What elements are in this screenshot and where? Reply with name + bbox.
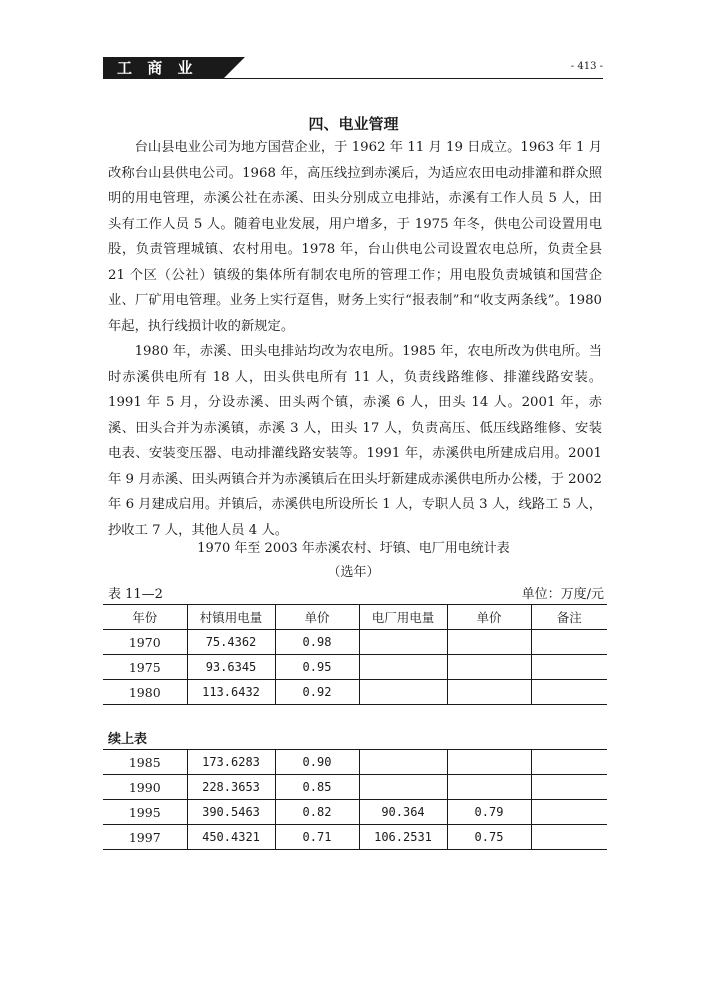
table-header-row xyxy=(103,605,607,630)
paragraph: 1980 年，赤溪、田头电排站均改为农电所。1985 年，农电所改为供电所。当时赤溪供电所有 18 人，田头供电所有 11 人，负责线路维修、排灌线路安装。1991 年 5 月，分设赤溪、田头两个镇，赤溪 6 人，田头 14 人。2001 年，赤溪、田头合并为赤溪镇，赤溪 3 人，田头 17 人，负责高压、低压线路维修、安装电表、安装变压器、电动排灌线路安装等。1991 年，赤溪供电所建成启用。2001 年 9 月赤溪、田头两镇合并为赤溪镇后在田头圩新建成赤溪供电所办公楼，于 2002 年 6 月建成启用。并镇后，赤溪供电所设所长 1 人，专职人员 3 人，线路工 5 人，抄收工 7 人，其他人员 4 人。 xyxy=(108,344,602,538)
table-cell: 0.90 xyxy=(275,750,359,775)
table-row xyxy=(103,775,607,800)
page-number: - 413 - xyxy=(570,61,603,72)
table-cell: 0.82 xyxy=(275,800,359,825)
table-cell xyxy=(359,630,447,655)
header-cell: 单价 xyxy=(275,605,359,630)
header-cell: 备注 xyxy=(531,605,607,630)
header-tab-wedge xyxy=(223,57,245,79)
table-cell xyxy=(359,750,447,775)
statistics-table-continued xyxy=(103,749,607,850)
header-section-title: 工 商 业 xyxy=(117,59,198,77)
table-cell: 173.6283 xyxy=(187,750,275,775)
table-cell: 90.364 xyxy=(359,800,447,825)
table-cell: 0.92 xyxy=(275,680,359,705)
table-cell: 1995 xyxy=(103,800,187,825)
table-row xyxy=(103,800,607,825)
table-cell xyxy=(447,655,531,680)
table-cell: 1985 xyxy=(103,750,187,775)
table-cell: 390.5463 xyxy=(187,800,275,825)
table-cell xyxy=(531,775,607,800)
table-cell: 1975 xyxy=(103,655,187,680)
statistics-table xyxy=(103,604,607,705)
table-subtitle: （选年） xyxy=(327,565,380,580)
table-cell: 106.2531 xyxy=(359,825,447,850)
table-cell xyxy=(531,630,607,655)
table-unit: 单位：万度/元 xyxy=(521,587,604,602)
table-cell: 1997 xyxy=(103,825,187,850)
table-cell: 0.79 xyxy=(447,800,531,825)
table-cell: 228.3653 xyxy=(187,775,275,800)
table-cell: 75.4362 xyxy=(187,630,275,655)
table-cell xyxy=(447,630,531,655)
table-cell: 0.85 xyxy=(275,775,359,800)
continued-label: 续上表 xyxy=(108,732,148,747)
table-cell xyxy=(531,750,607,775)
table-row xyxy=(103,750,607,775)
paragraph: 台山县电业公司为地方国营企业，于 1962 年 11 月 19 日成立。1963 年 1 月改称台山县供电公司。1968 年，高压线拉到赤溪后，为适应农田电动排灌和群众照明的用电管理，赤溪公社在赤溪、田头分别成立电排站，赤溪有工作人员 5 人，田头有工作人员 5 人。随着电业发展，用户增多，于 1975 年冬，供电公司设置用电股，负责管理城镇、农村用电。1978 年，台山供电公司设置农电总所，负责全县 21 个区（公社）镇级的集体所有制农电所的管理工作；用电股负责城镇和国营企业、厂矿用电管理。业务上实行趸售，财务上实行“报表制”和“收支两条线”。1980 年起，执行线损计收的新规定。 xyxy=(108,140,602,334)
table-row xyxy=(103,630,607,655)
table-cell xyxy=(447,750,531,775)
table-number: 表 11—2 xyxy=(108,587,163,602)
header-rule xyxy=(103,78,603,79)
table-cell xyxy=(531,680,607,705)
table-cell: 0.98 xyxy=(275,630,359,655)
header-cell: 年份 xyxy=(103,605,187,630)
table-cell: 1990 xyxy=(103,775,187,800)
section-title: 四、电业管理 xyxy=(308,115,399,133)
table-cell xyxy=(531,655,607,680)
table-cell: 0.71 xyxy=(275,825,359,850)
table-cell xyxy=(359,775,447,800)
header-tab xyxy=(103,57,223,79)
header-cell: 电厂用电量 xyxy=(359,605,447,630)
table-cell: 113.6432 xyxy=(187,680,275,705)
table-cell xyxy=(447,775,531,800)
table-row xyxy=(103,655,607,680)
table-cell xyxy=(359,655,447,680)
table-cell: 1980 xyxy=(103,680,187,705)
table-cell: 0.75 xyxy=(447,825,531,850)
table-cell xyxy=(531,825,607,850)
running-header xyxy=(103,57,603,79)
table-row xyxy=(103,680,607,705)
table-cell xyxy=(447,680,531,705)
table-cell: 0.95 xyxy=(275,655,359,680)
table-row xyxy=(103,825,607,850)
body-text xyxy=(108,135,602,543)
table-cell: 1970 xyxy=(103,630,187,655)
header-cell: 村镇用电量 xyxy=(187,605,275,630)
table-title: 1970 年至 2003 年赤溪农村、圩镇、电厂用电统计表 xyxy=(197,541,510,556)
header-cell: 单价 xyxy=(447,605,531,630)
table-cell xyxy=(359,680,447,705)
table-cell xyxy=(531,800,607,825)
table-cell: 450.4321 xyxy=(187,825,275,850)
table-cell: 93.6345 xyxy=(187,655,275,680)
